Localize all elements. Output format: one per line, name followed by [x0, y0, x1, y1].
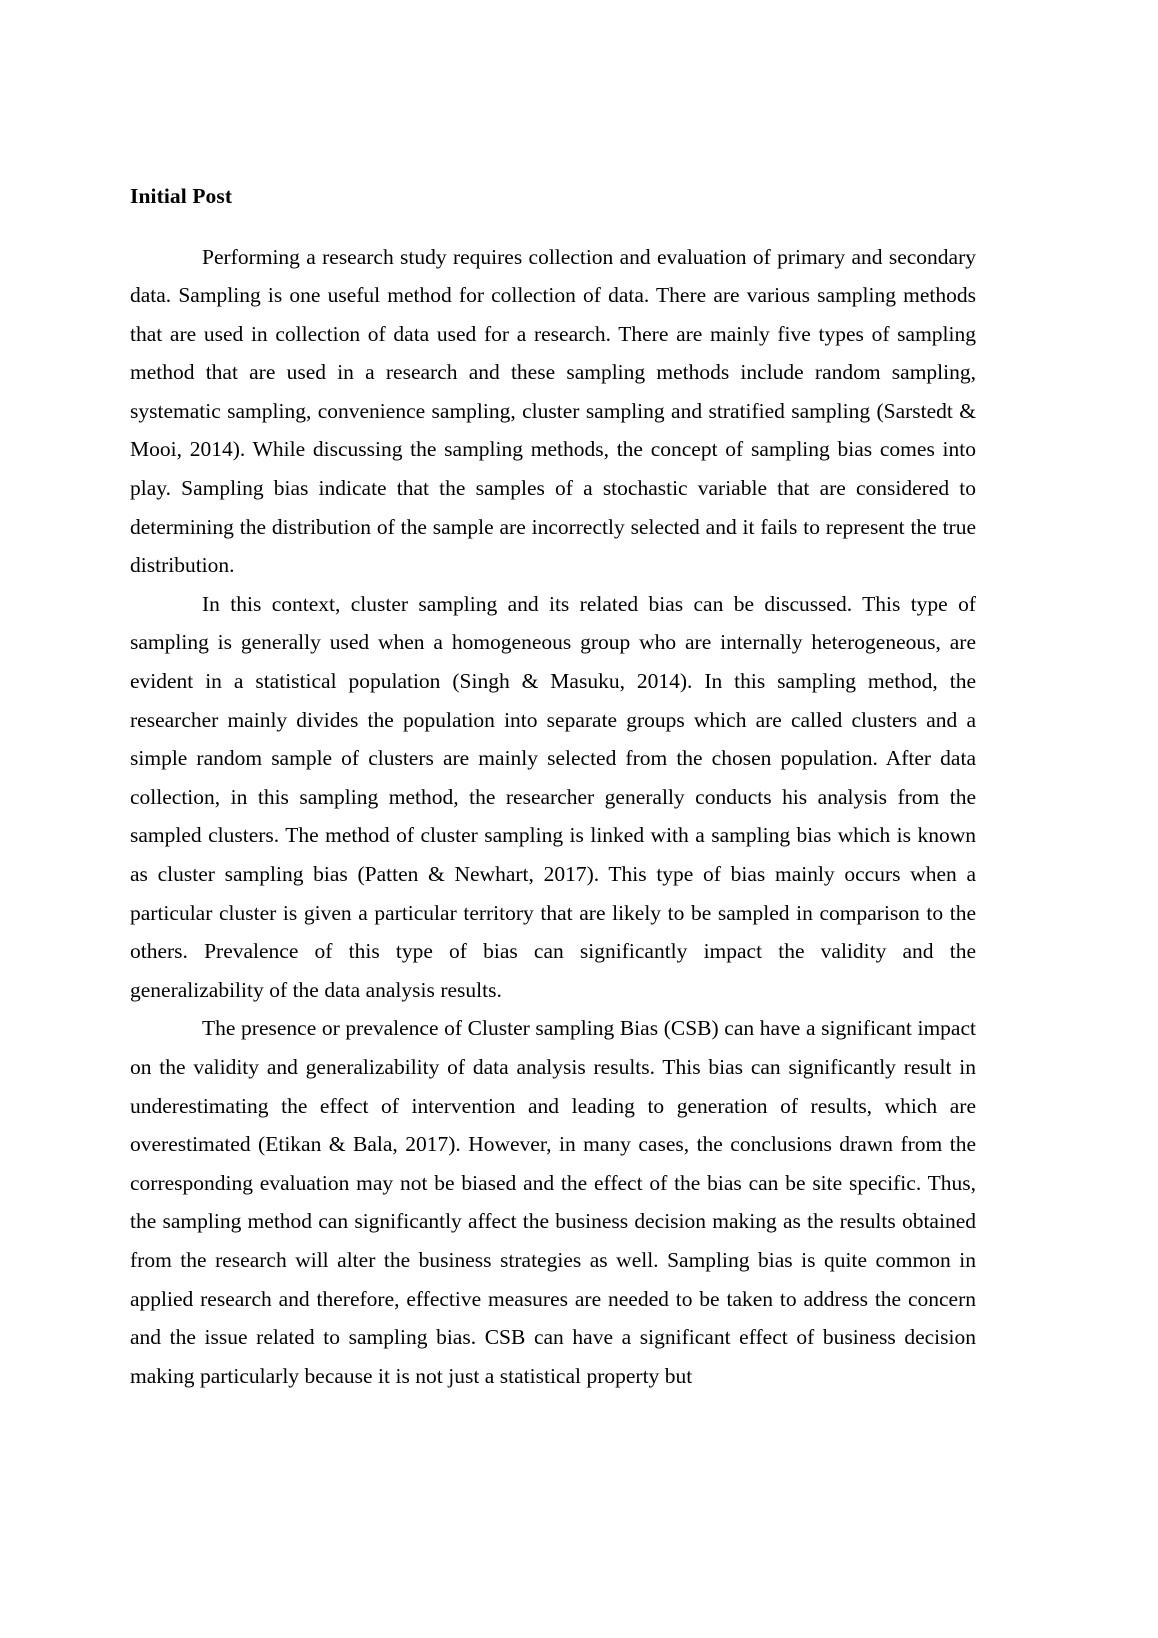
body-paragraph-1: Performing a research study requires collection and evaluation of primary and secondary data. Sampling is one useful method for collection of data. There are various sampling methods that are used in collection of data used for a research. There are mainly five types of sampling method that are used in a research and these sampling methods include random sampling, systematic sampling, convenience sampling, cluster sampling and stratified sampling (Sarstedt & Mooi, 2014). While discussing the sampling methods, the concept of sampling bias comes into play. Sampling bias indicate that the samples of a stochastic variable that are considered to determining the distribution of the sample are incorrectly selected and it fails to represent the true distribution.: [130, 244, 976, 578]
page-title: Initial Post: [130, 184, 233, 208]
body-paragraph-3: The presence or prevalence of Cluster sampling Bias (CSB) can have a significant impact on the validity and generalizability of data analysis results. This bias can significantly result in underestimating the effect of intervention and leading to generation of results, which are overestimated (Etikan & Bala, 2017). However, in many cases, the conclusions drawn from the corresponding evaluation may not be biased and the effect of the bias can be site specific. Thus, the sampling method can significantly affect the business decision making as the results obtained from the research will alter the business strategies as well. Sampling bias is quite common in applied research and therefore, effective measures are needed to be taken to address the concern and the issue related to sampling bias. CSB can have a significant effect of business decision making particularly because it is not just a statistical property but: [130, 1016, 976, 1388]
body-paragraph-2: In this context, cluster sampling and its related bias can be discussed. This type of sampling is generally used when a homogeneous group who are internally heterogeneous, are evident in a statistical population (Singh & Masuku, 2014). In this sampling method, the researcher mainly divides the population into separate groups which are called clusters and a simple random sample of clusters are mainly selected from the chosen population. After data collection, in this sampling method, the researcher generally conducts his analysis from the sampled clusters. The method of cluster sampling is linked with a sampling bias which is known as cluster sampling bias (Patten & Newhart, 2017). This type of bias mainly occurs when a particular cluster is given a particular territory that are likely to be sampled in comparison to the others. Prevalence of this type of bias can significantly impact the validity and the generalizability of the data analysis results.: [130, 591, 976, 1002]
document-body: [130, 186, 976, 1395]
